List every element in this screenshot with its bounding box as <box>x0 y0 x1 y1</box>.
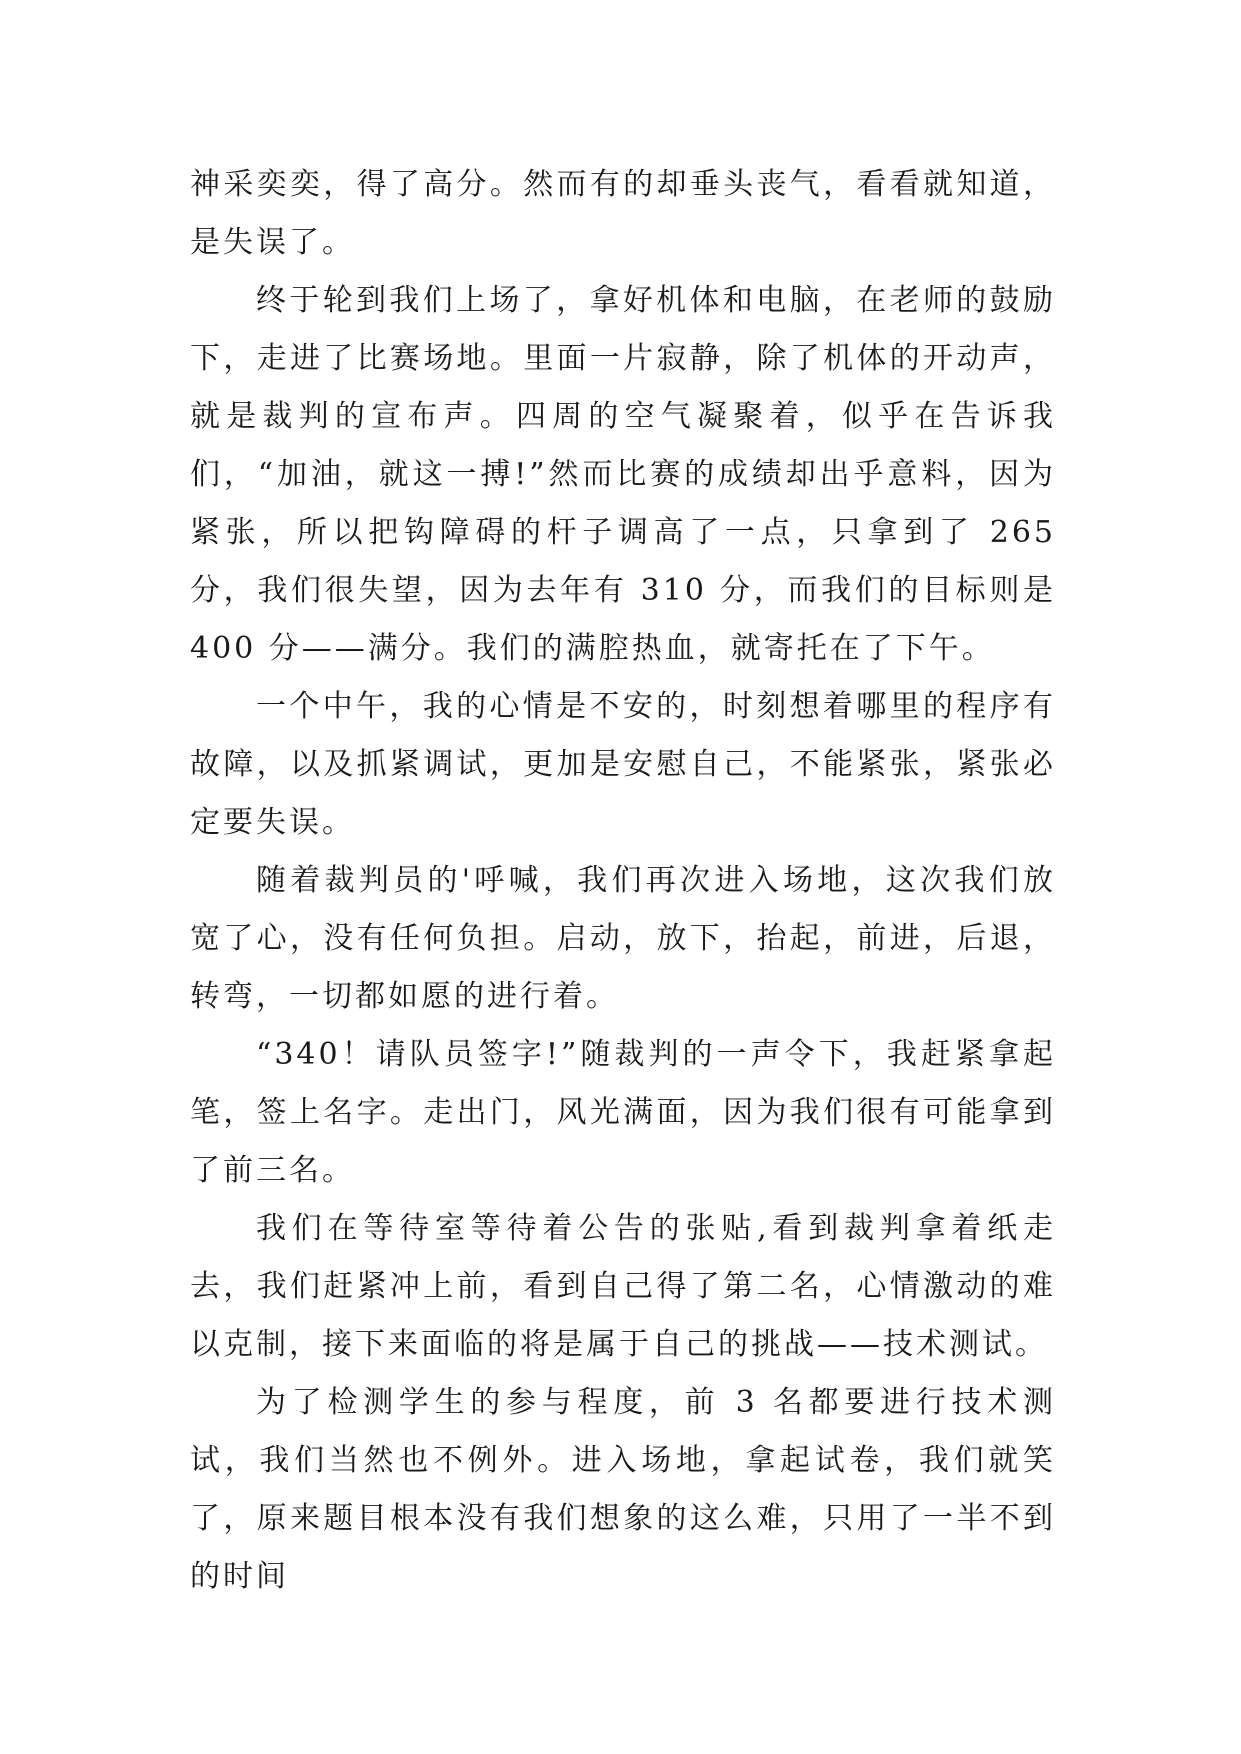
paragraph-noon: 一个中午，我的心情是不安的，时刻想着哪里的程序有故障，以及抓紧调试，更加是安慰自己，不能紧张，紧张必定要失误。 <box>190 689 1056 840</box>
paragraph-continuation: 神采奕奕，得了高分。然而有的却垂头丧气，看看就知道，是失误了。 <box>190 167 1056 260</box>
paragraph-technical-test: 为了检测学生的参与程度，前 3 名都要进行技术测试，我们当然也不例外。进入场地，拿起试卷，我们就笑了，原来题目根本没有我们想象的这么难，只用了一半不到的时间 <box>190 1385 1056 1594</box>
paragraph-score: “340！请队员签字!”随裁判的一声令下，我赶紧拿起笔，签上名字。走出门，风光满面，因为我们很有可能拿到了前三名。 <box>190 1037 1056 1188</box>
document-page <box>190 156 1056 1606</box>
paragraph-announcement: 我们在等待室等待着公告的张贴,看到裁判拿着纸走去，我们赶紧冲上前，看到自己得了第二名，心情激动的难以克制，接下来面临的将是属于自己的挑战——技术测试。 <box>190 1211 1056 1362</box>
paragraph-competition-start: 终于轮到我们上场了，拿好机体和电脑，在老师的鼓励下，走进了比赛场地。里面一片寂静，除了机体的开动声，就是裁判的宣布声。四周的空气凝聚着，似乎在告诉我们，“加油，就这一搏!”然而比赛的成绩却出乎意料，因为紧张，所以把钩障碍的杆子调高了一点，只拿到了 265 分，我们很失望，因为去年有 310 分，而我们的目标则是 400 分——满分。我们的满腔热血，就寄托在了下午。 <box>190 283 1056 666</box>
paragraph-second-round: 随着裁判员的'呼喊，我们再次进入场地，这次我们放宽了心，没有任何负担。启动，放下，抬起，前进，后退，转弯，一切都如愿的进行着。 <box>190 863 1056 1014</box>
